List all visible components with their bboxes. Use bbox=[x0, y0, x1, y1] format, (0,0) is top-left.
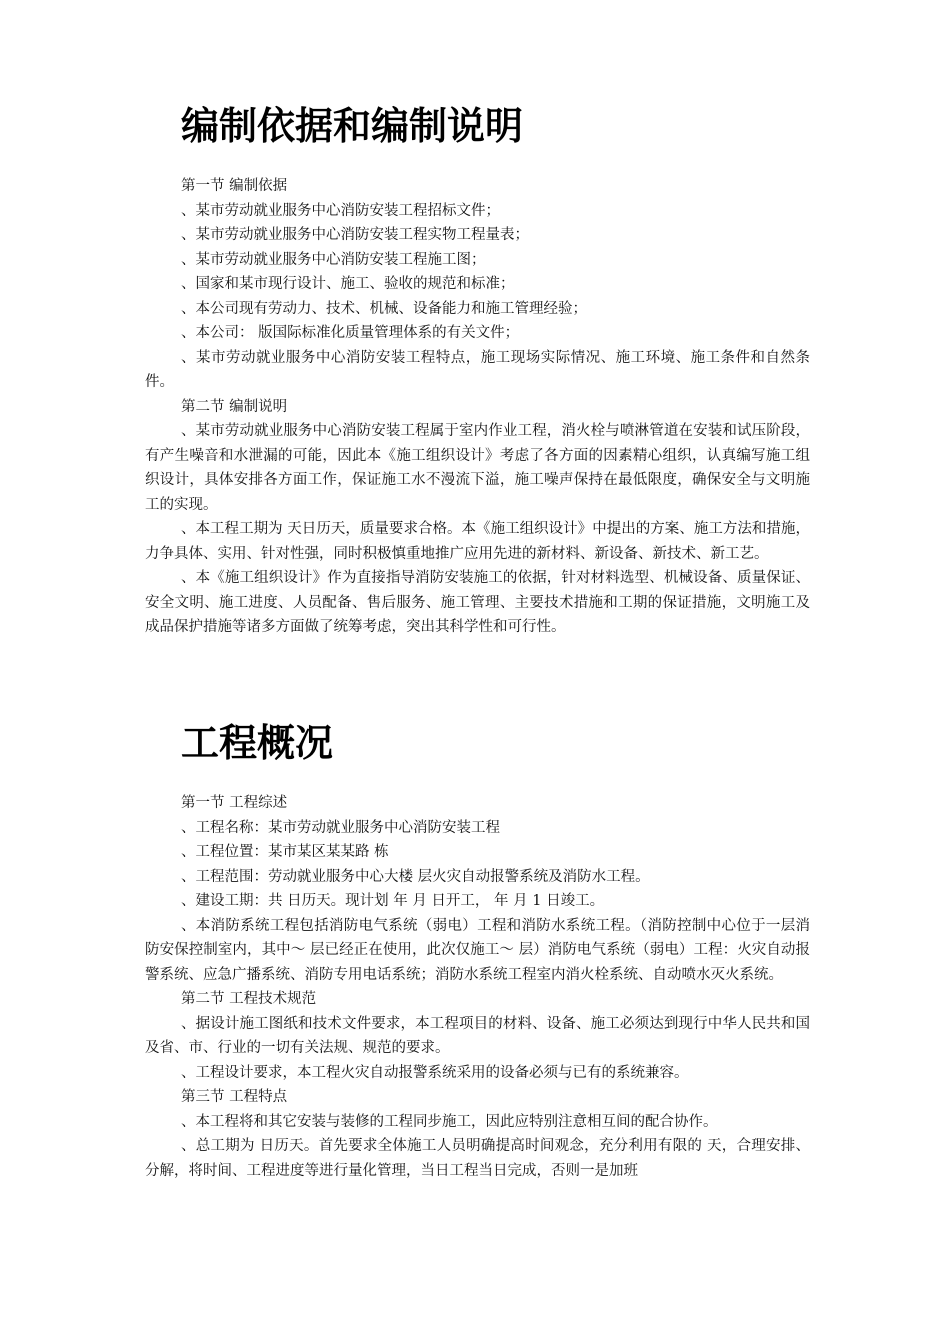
list-item: 、某市劳动就业服务中心消防安装工程施工图； bbox=[181, 251, 486, 268]
list-item: 、某市劳动就业服务中心消防安装工程招标文件； bbox=[181, 202, 500, 219]
section2-subheading-3: 第三节 工程特点 bbox=[181, 1089, 288, 1105]
section2-subheading-2: 第二节 工程技术规范 bbox=[181, 991, 317, 1007]
paragraph: 、本工程将和其它安装与装修的工程同步施工，因此应特别注意相互间的配合协作。 bbox=[181, 1113, 718, 1130]
section2-body bbox=[145, 791, 810, 1183]
list-item: 、国家和某市现行设计、施工、验收的规范和标准； bbox=[181, 276, 515, 292]
section2-title: 工程概况 bbox=[181, 721, 334, 765]
paragraph: 、本《施工组织设计》作为直接指导消防安装施工的依据，针对材料选型、机械设备、质量保证、安全文明、施工进度、人员配备、售后服务、施工管理、主要技术措施和工期的保证措施，文明施工及成品保护措施等诸多方面做了统筹考虑，突出其科学性和可行性。 bbox=[145, 570, 810, 635]
list-item: 、本公司： 版国际标准化质量管理体系的有关文件； bbox=[181, 325, 520, 341]
section1-block bbox=[145, 101, 810, 151]
paragraph: 、某市劳动就业服务中心消防安装工程属于室内作业工程，消火栓与喷淋管道在安装和试压阶段，有产生噪音和水泄漏的可能，因此本《施工组织设计》考虑了各方面的因素精心组织，认真编写施工组织设计，具体安排各方面工作，保证施工水不漫流下溢，施工噪声保持在最低限度，确保安全与文明施工的实现。 bbox=[145, 423, 810, 513]
section2-block bbox=[145, 718, 810, 768]
paragraph: 、工程设计要求，本工程火灾自动报警系统采用的设备必须与已有的系统兼容。 bbox=[181, 1064, 689, 1081]
section1-body bbox=[145, 174, 810, 640]
paragraph: 、本消防系统工程包括消防电气系统（弱电）工程和消防水系统工程。（消防控制中心位于一层消防安保控制室内，其中～ 层已经正在使用，此次仅施工～ 层）消防电气系统（弱电）工程：火灾自动报警系统、应急广播系统、消防专用电话系统；消防水系统工程室内消火栓系统、自动喷水灭火系统。 bbox=[145, 917, 810, 983]
list-item: 、工程范围：劳动就业服务中心大楼 层火灾自动报警系统及消防水工程。 bbox=[181, 868, 650, 885]
section1-subheading-2: 第二节 编制说明 bbox=[181, 398, 288, 415]
list-item: 、建设工期：共 日历天。现计划 年 月 日开工， 年 月 1 日竣工。 bbox=[181, 893, 605, 909]
list-item: 、本公司现有劳动力、技术、机械、设备能力和施工管理经验； bbox=[181, 300, 587, 317]
paragraph: 、总工期为 日历天。首先要求全体施工人员明确提高时间观念，充分利用有限的 天，合理安排、分解，将时间、工程进度等进行量化管理，当日工程当日完成，否则一是加班 bbox=[145, 1138, 810, 1179]
paragraph: 、本工程工期为 天日历天，质量要求合格。本《施工组织设计》中提出的方案、施工方法和措施，力争具体、实用、针对性强，同时积极慎重地推广应用先进的新材料、新设备、新技术、新工艺。 bbox=[145, 521, 810, 562]
section2-subheading-1: 第一节 工程综述 bbox=[181, 795, 288, 811]
list-item: 、工程名称：某市劳动就业服务中心消防安装工程 bbox=[181, 819, 500, 836]
list-item: 、工程位置：某市某区某某路 栋 bbox=[181, 844, 389, 860]
list-item: 、某市劳动就业服务中心消防安装工程实物工程量表； bbox=[181, 227, 529, 243]
paragraph: 、据设计施工图纸和技术文件要求，本工程项目的材料、设备、施工必须达到现行中华人民共和国及省、市、行业的一切有关法规、规范的要求。 bbox=[145, 1015, 810, 1056]
list-item: 、某市劳动就业服务中心消防安装工程特点，施工现场实际情况、施工环境、施工条件和自然条件。 bbox=[145, 349, 810, 390]
section1-subheading-1: 第一节 编制依据 bbox=[181, 178, 288, 194]
section1-title: 编制依据和编制说明 bbox=[181, 104, 524, 148]
